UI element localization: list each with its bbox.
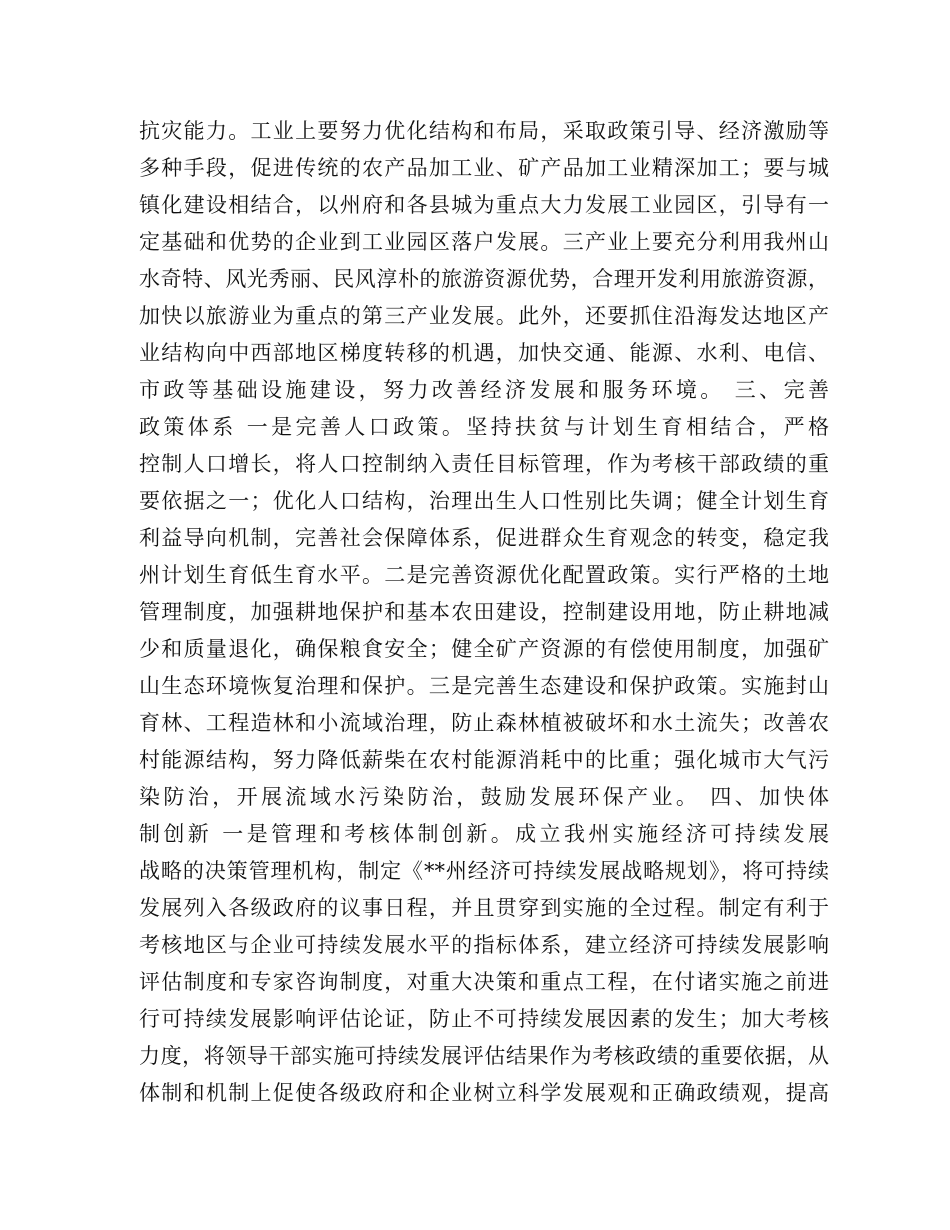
- text-line: 控制人口增长，将人口控制纳入责任目标管理，作为考核干部政绩的重: [139, 452, 829, 476]
- body-text: [139, 113, 829, 1112]
- text-line: 育林、工程造林和小流域治理，防止森林植被破坏和水土流失；改善农: [139, 711, 829, 735]
- text-line: 水奇特、风光秀丽、民风淳朴的旅游资源优势，合理开发利用旅游资源，: [139, 267, 829, 291]
- text-line: 抗灾能力。工业上要努力优化结构和布局，采取政策引导、经济激励等: [139, 119, 829, 143]
- text-line: 山生态环境恢复治理和保护。三是完善生态建设和保护政策。实施封山: [139, 674, 829, 698]
- text-line: 染防治，开展流域水污染防治，鼓励发展环保产业。 四、加快体: [139, 785, 829, 809]
- text-line: 战略的决策管理机构，制定《**州经济可持续发展战略规划》，将可持续: [139, 859, 829, 883]
- text-line: 业结构向中西部地区梯度转移的机遇，加快交通、能源、水利、电信、: [139, 341, 829, 365]
- text-line: 州计划生育低生育水平。二是完善资源优化配置政策。实行严格的土地: [139, 563, 829, 587]
- text-line: 利益导向机制，完善社会保障体系，促进群众生育观念的转变，稳定我: [139, 526, 829, 550]
- text-line: 定基础和优势的企业到工业园区落户发展。三产业上要充分利用我州山: [139, 230, 829, 254]
- text-line: 少和质量退化，确保粮食安全；健全矿产资源的有偿使用制度，加强矿: [139, 637, 829, 661]
- text-line: 力度，将领导干部实施可持续发展评估结果作为考核政绩的重要依据，从: [139, 1044, 829, 1068]
- text-line: 镇化建设相结合，以州府和各县城为重点大力发展工业园区，引导有一: [139, 193, 829, 217]
- text-line: 体制和机制上促使各级政府和企业树立科学发展观和正确政绩观，提高: [139, 1081, 829, 1105]
- text-line: 发展列入各级政府的议事日程，并且贯穿到实施的全过程。制定有利于: [139, 896, 829, 920]
- text-line: 评估制度和专家咨询制度，对重大决策和重点工程，在付诸实施之前进: [139, 970, 829, 994]
- text-line: 多种手段，促进传统的农产品加工业、矿产品加工业精深加工；要与城: [139, 156, 829, 180]
- text-line: 市政等基础设施建设，努力改善经济发展和服务环境。 三、完善: [139, 378, 829, 402]
- text-line: 政策体系 一是完善人口政策。坚持扶贫与计划生育相结合，严格: [139, 415, 829, 439]
- text-line: 加快以旅游业为重点的第三产业发展。此外，还要抓住沿海发达地区产: [139, 304, 829, 328]
- text-line: 管理制度，加强耕地保护和基本农田建设，控制建设用地，防止耕地减: [139, 600, 829, 624]
- text-line: 行可持续发展影响评估论证，防止不可持续发展因素的发生；加大考核: [139, 1007, 829, 1031]
- text-line: 制创新 一是管理和考核体制创新。成立我州实施经济可持续发展: [139, 822, 829, 846]
- text-line: 考核地区与企业可持续发展水平的指标体系，建立经济可持续发展影响: [139, 933, 829, 957]
- text-line: 村能源结构，努力降低薪柴在农村能源消耗中的比重；强化城市大气污: [139, 748, 829, 772]
- text-line: 要依据之一；优化人口结构，治理出生人口性别比失调；健全计划生育: [139, 489, 829, 513]
